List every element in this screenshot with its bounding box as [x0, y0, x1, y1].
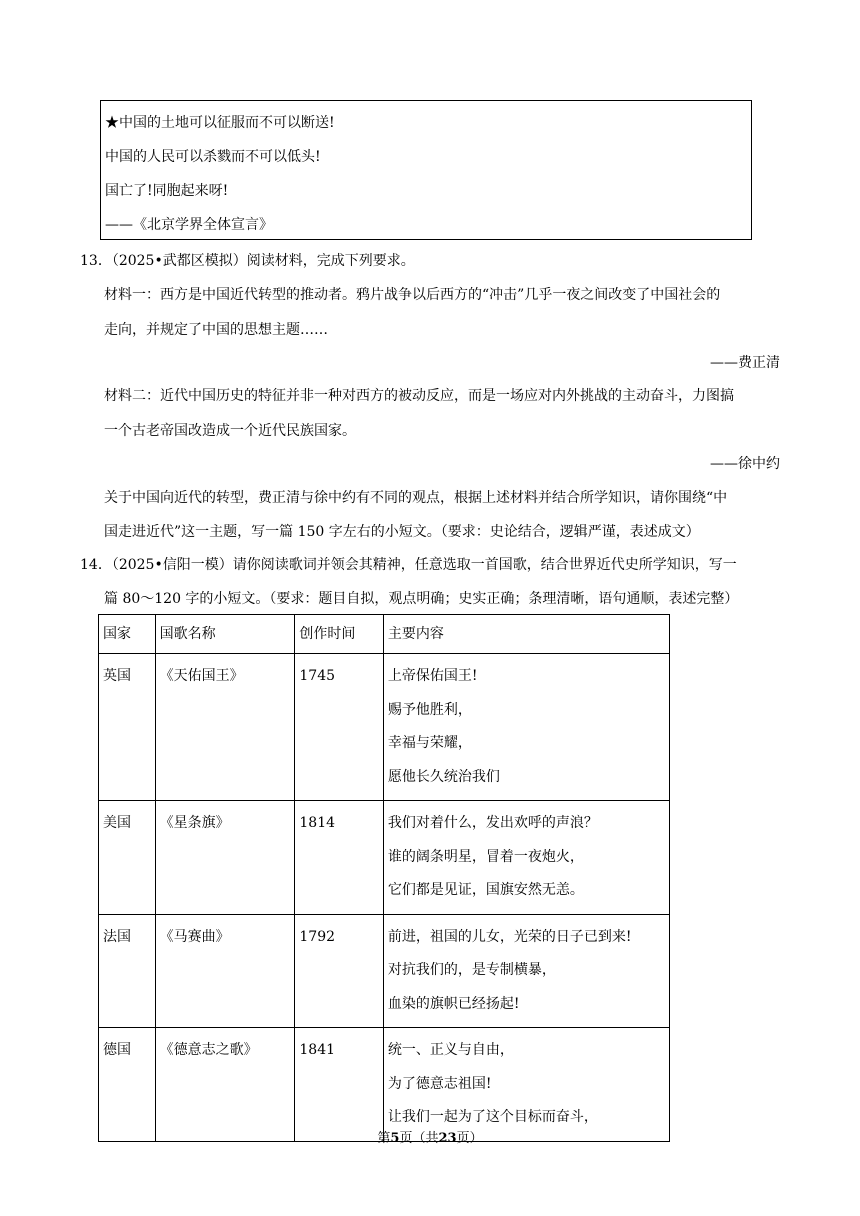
table-row: [99, 654, 670, 801]
lyric-line: 赐予他胜利，: [387, 701, 472, 718]
country-cell: 英国: [99, 654, 156, 801]
lyric-line: 前进，祖国的儿女，光荣的日子已到来!: [387, 928, 632, 945]
lyric-line: 血染的旗帜已经扬起!: [387, 995, 520, 1012]
table-header-cell: 国家: [99, 615, 156, 654]
footer-suffix: 页）: [456, 1131, 483, 1146]
country-cell: 法国: [99, 914, 156, 1028]
quote-box: [100, 100, 752, 240]
lyrics-cell: [383, 801, 669, 915]
lyric-line: 愿他长久统治我们: [387, 768, 500, 785]
lyrics-cell: [383, 914, 669, 1028]
footer-middle: 页（共: [399, 1131, 439, 1146]
country-cell: 美国: [99, 801, 156, 915]
lyric-line: 统一、正义与自由，: [387, 1042, 514, 1058]
quote-source: ——《北京学界全体宣言》: [105, 217, 273, 233]
lyric-line: 幸福与荣耀，: [387, 735, 472, 751]
anthem-table: [98, 614, 670, 1142]
q14-header-line1: 14．（2025•信阳一模）请你阅读歌词并领会其精神，任意选取一首国歌，结合世界近代史所学知识，写一: [80, 557, 737, 573]
q13-material2-line2: 一个古老帝国改造成一个近代民族国家。: [104, 423, 356, 439]
quote-line: 国亡了!同胞起来呀!: [105, 183, 229, 199]
anthem-name-cell: 《天佑国王》: [155, 654, 295, 801]
anthem-name-cell: 《马赛曲》: [155, 914, 295, 1028]
table-row: [99, 801, 670, 915]
lyric-line: 为了德意志祖国!: [387, 1075, 492, 1092]
year-cell: 1841: [295, 1028, 383, 1142]
q13-task-line1: 关于中国向近代的转型，费正清与徐中约有不同的观点，根据上述材料并结合所学知识，请你围绕“中: [104, 490, 728, 506]
country-cell: 德国: [99, 1028, 156, 1142]
table-row: [99, 1028, 670, 1142]
lyric-line: 对抗我们的，是专制横暴，: [387, 962, 556, 978]
q13-material1-line1: 材料一：西方是中国近代转型的推动者。鸦片战争以后西方的“冲击”几乎一夜之间改变了中国社会的: [104, 287, 721, 303]
q13-task-line2: 国走进近代”这一主题，写一篇 150 字左右的小短文。（要求：史论结合，逻辑严谨，表述成文）: [104, 524, 700, 540]
quote-line: 中国的人民可以杀戮而不可以低头!: [105, 149, 321, 165]
q14-header-line2: 篇 80～120 字的小短文。（要求：题目自拟，观点明确；史实正确；条理清晰，语句通顺，表述完整）: [104, 591, 739, 607]
year-cell: 1814: [295, 801, 383, 915]
table-header-cell: 国歌名称: [155, 615, 295, 654]
table-row: [99, 914, 670, 1028]
lyrics-cell: [383, 654, 669, 801]
table-header-cell: 创作时间: [295, 615, 383, 654]
lyric-line: 上帝保佑国王!: [387, 668, 478, 684]
lyrics-cell: [383, 1028, 669, 1142]
q13-material1-line2: 走向，并规定了中国的思想主题……: [104, 322, 328, 338]
table-header-row: [99, 615, 670, 654]
year-cell: 1792: [295, 914, 383, 1028]
page-footer: [0, 1127, 860, 1146]
lyric-line: 我们对着什么，发出欢呼的声浪？: [387, 815, 598, 831]
quote-line: ★中国的土地可以征服而不可以断送!: [105, 115, 335, 131]
anthem-name-cell: 《德意志之歌》: [155, 1028, 295, 1142]
q13-material1-source: ——费正清: [710, 355, 780, 371]
footer-prefix: 第: [377, 1131, 391, 1146]
q13-material2-source: ——徐中约: [710, 456, 780, 472]
year-cell: 1745: [295, 654, 383, 801]
lyric-line: 它们都是见证，国旗安然无恙。: [387, 882, 584, 898]
footer-page-number: 5: [390, 1131, 400, 1146]
q13-material2-line1: 材料二：近代中国历史的特征并非一种对西方的被动反应，而是一场应对内外挑战的主动奋斗，力图搞: [104, 388, 734, 404]
table-header-cell: 主要内容: [383, 615, 669, 654]
lyric-line: 让我们一起为了这个目标而奋斗，: [387, 1109, 598, 1125]
footer-total-pages: 23: [438, 1131, 457, 1146]
lyric-line: 谁的阔条明星，冒着一夜炮火，: [387, 848, 584, 865]
q13-header: 13．（2025•武都区模拟）阅读材料，完成下列要求。: [80, 253, 415, 269]
anthem-name-cell: 《星条旗》: [155, 801, 295, 915]
